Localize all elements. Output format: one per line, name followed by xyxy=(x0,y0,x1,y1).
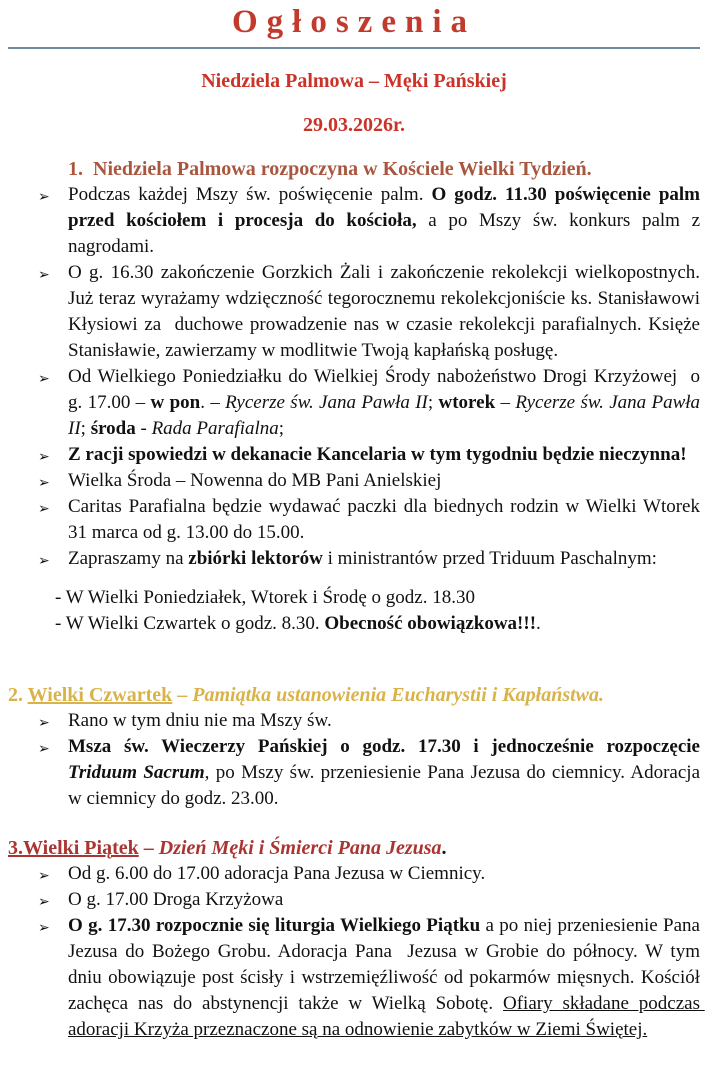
text-segment: 2. xyxy=(8,684,28,706)
text-segment: Wielka Środa – Nowenna do MB Pani Anielskiej xyxy=(68,470,442,491)
section-heading xyxy=(8,836,700,861)
item-text xyxy=(68,889,283,910)
text-segment: ; xyxy=(80,418,91,439)
announcement-item xyxy=(8,442,700,468)
text-segment: wtorek xyxy=(438,392,496,413)
announcement-item xyxy=(8,887,700,913)
item-text xyxy=(68,863,485,884)
text-segment: Pamiątka ustanowienia Eucharystii i Kapłaństwa. xyxy=(192,684,605,706)
announcement-item xyxy=(8,364,705,442)
bullet-arrow-icon: ➢ xyxy=(38,501,50,517)
text-segment: ; xyxy=(278,418,285,439)
dash-icon: - xyxy=(55,587,66,608)
text-segment: O g. 16.30 zakończenie Gorzkich Żali i zakończenie rekolekcji wielkopostnych. Już teraz wyrażamy wdzięczność tegorocznemu rekolekcjoniście ks. Stanisławowi Kłysiowi za duchowe prowadzenie nas w czasie rekolekcji parafialnych. Księże Stanisławie, zawierzamy w modlitwie Twoją kapłańską posługę. xyxy=(68,262,705,361)
item-text xyxy=(68,470,441,491)
text-segment: Rycerze św. Jana Pawła II xyxy=(68,392,705,439)
item-text xyxy=(68,444,687,465)
announcement-item xyxy=(8,468,700,494)
text-segment: Od Wielkiego Poniedziałku do Wielkiej Środy nabożeństwo Drogi Krzyżowej o g. 17.00 – xyxy=(68,366,705,413)
page-title: Ogłoszenia xyxy=(232,4,476,40)
text-segment: Rada Parafialna xyxy=(151,418,279,439)
text-segment: Rycerze św. Jana Pawła II xyxy=(225,392,428,413)
section-heading xyxy=(68,157,700,182)
text-segment: i ministrantów przed Triduum Paschalnym: xyxy=(322,548,657,569)
bullet-arrow-icon: ➢ xyxy=(38,715,50,731)
text-segment: Z racji spowiedzi w dekanacie Kancelaria w tym tygodniu będzie nieczynna! xyxy=(68,444,687,465)
bullet-arrow-icon: ➢ xyxy=(38,475,50,491)
text-segment: Obecność obowiązkowa!!! xyxy=(324,613,537,634)
item-text xyxy=(66,613,541,634)
text-segment: Wielki Czwartek xyxy=(27,684,173,706)
text-segment: zbiórki lektorów xyxy=(188,548,323,569)
text-segment: Rano w tym dniu nie ma Mszy św. xyxy=(68,710,332,731)
item-text xyxy=(68,366,705,439)
text-segment: Ofiary składane podczas adoracji Krzyża przeznaczone są na odnowienie zabytków w Ziemi Świętej. xyxy=(68,993,705,1040)
text-segment: – xyxy=(172,684,193,706)
bullet-arrow-icon: ➢ xyxy=(38,189,50,205)
text-segment: Triduum Sacrum xyxy=(68,762,205,783)
text-segment: W Wielki Czwartek o godz. 8.30. xyxy=(65,613,325,634)
section-2 xyxy=(8,683,705,812)
bullet-arrow-icon: ➢ xyxy=(38,371,50,387)
title-rule xyxy=(8,47,700,49)
announcement-item xyxy=(8,913,705,1043)
bullet-arrow-icon: ➢ xyxy=(38,920,50,936)
dash-icon: - xyxy=(55,613,66,634)
text-segment: Od g. 6.00 do 17.00 adoracja Pana Jezusa w Ciemnicy. xyxy=(68,863,486,884)
item-text xyxy=(68,548,657,569)
text-segment: Dzień Męki i Śmierci Pana Jezusa xyxy=(158,837,442,859)
item-text xyxy=(68,184,705,257)
bullet-arrow-icon: ➢ xyxy=(38,267,50,283)
subheader-feast-line: Niedziela Palmowa – Męki Pańskiej xyxy=(201,70,507,92)
text-segment: ; xyxy=(427,392,439,413)
text-segment: . xyxy=(536,613,541,634)
item-text xyxy=(66,587,475,608)
item-text xyxy=(68,710,332,731)
section-3 xyxy=(8,836,705,1043)
item-text xyxy=(68,496,705,543)
announcement-item xyxy=(8,546,700,572)
text-segment: Podczas każdej Mszy św. poświęcenie palm. xyxy=(68,184,432,205)
announcement-item xyxy=(8,260,705,364)
text-segment: środa xyxy=(90,418,136,439)
section-1 xyxy=(8,157,705,637)
announcement-item xyxy=(8,494,705,546)
text-segment: 3.Wielki Piątek xyxy=(8,837,139,859)
announcement-item xyxy=(8,734,705,812)
bullet-arrow-icon: ➢ xyxy=(38,894,50,910)
text-segment: a po niej przeniesienie Pana Jezusa do Bożego Grobu. Adoracja Pana Jezusa w Grobie do północy. W tym dniu obowiązuje post ścisły i wstrzemięźliwość od pokarmów mięsnych. Kościół zachęca nas do abstynencji także w Wielką Sobotę. xyxy=(68,915,705,1014)
text-segment: W Wielki Poniedziałek, Wtorek i Środę o godz. 18.30 xyxy=(65,587,475,608)
text-segment: – xyxy=(138,837,159,859)
text-segment: . xyxy=(441,837,447,859)
text-segment: . – xyxy=(200,392,226,413)
sub-item xyxy=(55,611,700,637)
text-segment: a po Mszy św. konkurs palm z nagrodami. xyxy=(68,210,705,257)
text-segment: - xyxy=(135,418,152,439)
announcement-item xyxy=(8,861,700,887)
subheader-date-line: 29.03.2026r. xyxy=(302,114,406,136)
announcement-item xyxy=(8,708,700,734)
item-text xyxy=(68,262,705,361)
text-segment: , po Mszy św. przeniesienie Pana Jezusa do ciemnicy. Adoracja w ciemnicy do godz. 23.00. xyxy=(68,762,705,809)
text-segment: O g. 17.30 rozpocznie się liturgia Wielkiego Piątku xyxy=(68,915,481,936)
text-segment: Msza św. Wieczerzy Pańskiej o godz. 17.30 i jednocześnie rozpoczęcie xyxy=(68,736,705,757)
text-segment: w pon xyxy=(150,392,201,413)
bullet-arrow-icon: ➢ xyxy=(38,449,50,465)
bullet-arrow-icon: ➢ xyxy=(38,741,50,757)
item-text xyxy=(68,736,705,809)
sub-item xyxy=(55,585,700,611)
text-segment: O g. 17.00 Droga Krzyżowa xyxy=(68,889,284,910)
bullet-arrow-icon: ➢ xyxy=(38,553,50,569)
text-segment: Caritas Parafialna będzie wydawać paczki dla biednych rodzin w Wielki Wtorek 31 marca od g. 13.00 do 15.00. xyxy=(68,496,705,543)
sections-container xyxy=(8,157,705,1043)
text-segment: – xyxy=(495,392,516,413)
item-text xyxy=(68,915,705,1040)
text-segment: O godz. 11.30 poświęcenie palm przed kościołem i procesja do kościoła, xyxy=(68,184,705,231)
bullet-arrow-icon: ➢ xyxy=(38,868,50,884)
text-segment: Zapraszamy na xyxy=(68,548,189,569)
section-heading xyxy=(8,683,700,708)
announcement-item xyxy=(8,182,705,260)
text-segment: 1. Niedziela Palmowa rozpoczyna w Kościele Wielki Tydzień. xyxy=(68,158,592,180)
